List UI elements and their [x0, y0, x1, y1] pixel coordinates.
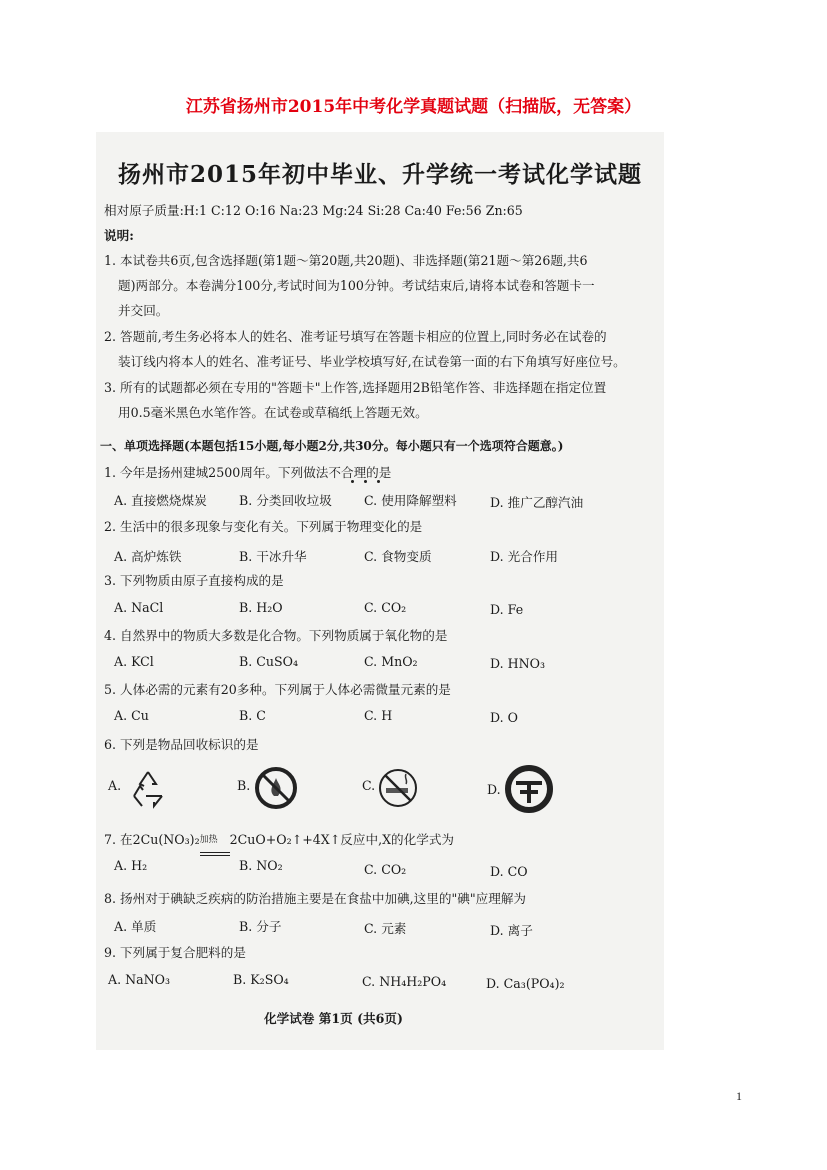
note-1-line-2: 题)两部分。本卷满分100分,考试时间为100分钟。考试结束后,请将本试卷和答题卡一 [118, 278, 595, 293]
q8-option-d: D. 离子 [490, 923, 533, 938]
q9-option-d: D. Ca₃(PO₄)₂ [486, 976, 565, 991]
q6-option-a: A. [108, 778, 122, 793]
exam-title: 扬州市2015年初中毕业、升学统一考试化学试题 [118, 161, 643, 188]
q7-text-after: 2CuO+O₂↑+4X↑反应中,X的化学式为 [229, 832, 455, 847]
document-title: 江苏省扬州市2015年中考化学真题试题（扫描版，无答案） [185, 97, 642, 117]
q5-option-a: A. Cu [114, 708, 149, 723]
question-4: 4. 自然界中的物质大多数是化合物。下列物质属于氧化物的是 [104, 628, 448, 643]
q3-option-d: D. Fe [490, 602, 524, 617]
no-smoking-icon [376, 766, 420, 810]
q7-option-a: A. H₂ [114, 858, 148, 873]
q3-option-c: C. CO₂ [364, 600, 407, 615]
q8-option-b: B. 分子 [239, 919, 282, 934]
q4-option-a: A. KCl [114, 654, 154, 669]
q2-option-c: C. 食物变质 [364, 549, 432, 564]
q4-option-d: D. HNO₃ [490, 656, 546, 671]
q5-option-d: D. O [490, 710, 518, 725]
question-8: 8. 扬州对于碘缺乏疾病的防治措施主要是在食盐中加碘,这里的"碘"应理解为 [104, 891, 527, 906]
q1-option-c: C. 使用降解塑料 [364, 493, 457, 508]
q7-option-c: C. CO₂ [364, 862, 407, 877]
question-9: 9. 下列属于复合肥料的是 [104, 945, 246, 960]
note-1-line-3: 并交回。 [118, 303, 169, 318]
q5-option-b: B. C [239, 708, 266, 723]
q6-option-d: D. [487, 782, 501, 797]
q2-option-d: D. 光合作用 [490, 549, 559, 564]
q1-option-b: B. 分类回收垃圾 [239, 493, 332, 508]
note-3-line-1: 3. 所有的试题都必须在专用的"答题卡"上作答,选择题用2B铅笔作答、非选择题在指定位置 [104, 380, 607, 395]
question-5: 5. 人体必需的元素有20多种。下列属于人体必需微量元素的是 [104, 682, 451, 697]
emphasis-dot [351, 480, 354, 483]
q7-option-b: B. NO₂ [239, 858, 283, 873]
q3-option-b: B. H₂O [239, 600, 283, 615]
q4-option-b: B. CuSO₄ [239, 654, 299, 669]
q9-option-c: C. NH₄H₂PO₄ [362, 974, 447, 989]
atomic-masses: 相对原子质量:H:1 C:12 O:16 Na:23 Mg:24 Si:28 Ca:40 Fe:56 Zn:65 [104, 203, 523, 218]
q7-option-d: D. CO [490, 864, 528, 879]
question-2: 2. 生活中的很多现象与变化有关。下列属于物理变化的是 [104, 519, 423, 534]
emphasis-dot [377, 480, 380, 483]
page-footer: 化学试卷 第1页 (共6页) [264, 1011, 403, 1026]
q4-option-c: C. MnO₂ [364, 654, 418, 669]
scanned-exam-page [96, 132, 664, 1050]
q2-option-b: B. 干冰升华 [239, 549, 307, 564]
water-saving-icon [504, 764, 554, 814]
q2-option-a: A. 高炉炼铁 [114, 549, 182, 564]
q1-option-d: D. 推广乙醇汽油 [490, 495, 584, 510]
heat-label: 加热 [199, 835, 218, 845]
section-heading: 一、单项选择题(本题包括15小题,每小题2分,共30分。每小题只有一个选项符合题意。) [100, 439, 564, 453]
question-6: 6. 下列是物品回收标识的是 [104, 737, 259, 752]
q9-option-a: A. NaNO₃ [108, 972, 171, 987]
q5-option-c: C. H [364, 708, 393, 723]
q9-option-b: B. K₂SO₄ [233, 972, 289, 987]
q6-option-b: B. [237, 778, 251, 793]
q7-text-before: 7. 在2Cu(NO₃)₂ [104, 832, 200, 847]
q6-option-c: C. [362, 778, 376, 793]
q8-option-c: C. 元素 [364, 921, 407, 936]
recycle-icon [126, 766, 170, 810]
emphasis-dot [364, 480, 367, 483]
page-number: 1 [736, 1089, 742, 1103]
note-2-line-2: 装订线内将本人的姓名、准考证号、毕业学校填写好,在试卷第一面的右下角填写好座位号。 [118, 354, 626, 369]
note-2-line-1: 2. 答题前,考生务必将本人的姓名、准考证号填写在答题卡相应的位置上,同时务必在试卷的 [104, 329, 607, 344]
question-3: 3. 下列物质由原子直接构成的是 [104, 573, 284, 588]
question-7 [104, 829, 454, 848]
no-fire-icon [254, 766, 298, 810]
notes-heading: 说明: [104, 228, 134, 243]
question-1: 1. 今年是扬州建城2500周年。下列做法不合理的是 [104, 465, 392, 480]
q8-option-a: A. 单质 [114, 919, 157, 934]
q3-option-a: A. NaCl [114, 600, 164, 615]
note-1-line-1: 1. 本试卷共6页,包含选择题(第1题～第20题,共20题)、非选择题(第21题～第26题,共6 [104, 253, 588, 268]
q1-option-a: A. 直接燃烧煤炭 [114, 493, 207, 508]
note-3-line-2: 用0.5毫米黑色水笔作答。在试卷或草稿纸上答题无效。 [118, 405, 428, 420]
